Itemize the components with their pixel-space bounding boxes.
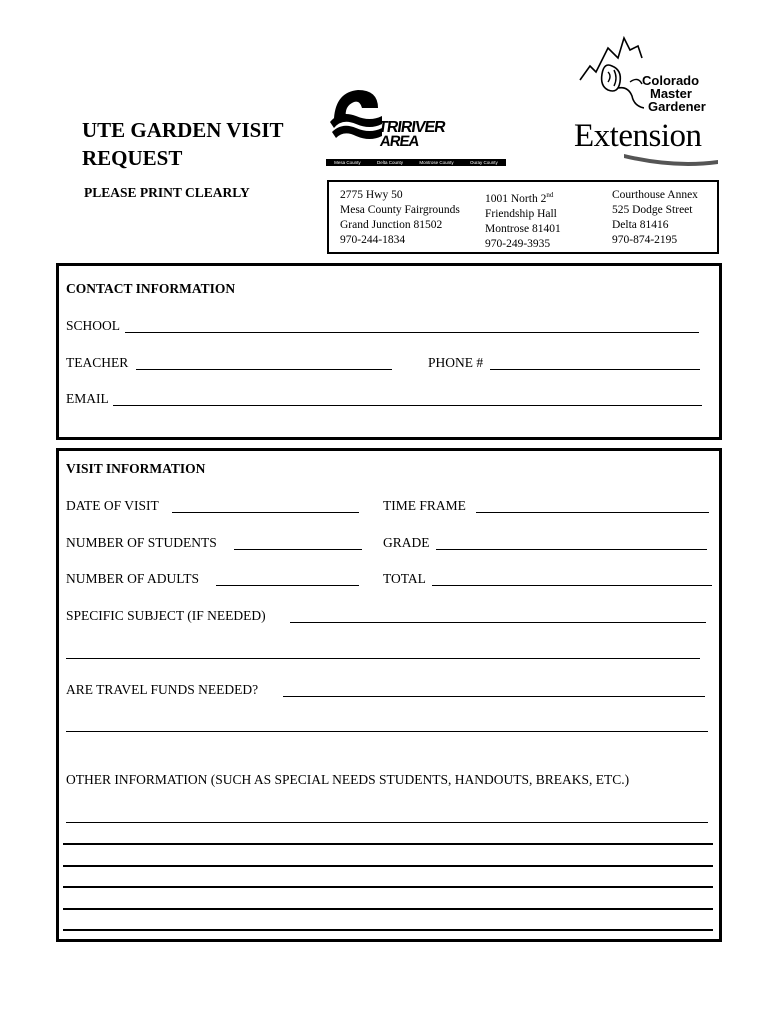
address-line: Montrose 81401 [485, 222, 561, 235]
other-info-line-2[interactable] [63, 843, 713, 845]
subject-field-line-2[interactable] [66, 658, 700, 659]
title-line-2: REQUEST [82, 146, 183, 170]
visit-heading: VISIT INFORMATION [66, 461, 206, 476]
county-label: Mesa County [334, 160, 361, 165]
contact-heading: CONTACT INFORMATION [66, 281, 236, 296]
address-line: Mesa County Fairgrounds [340, 204, 460, 216]
address-line: 970-244-1834 [340, 234, 406, 246]
school-field[interactable] [125, 332, 699, 333]
travel-funds-field-line-2[interactable] [66, 731, 708, 732]
subject-label: SPECIFIC SUBJECT (IF NEEDED) [66, 608, 266, 623]
ordinal-suffix: nd [546, 191, 554, 199]
counties-bar [326, 159, 506, 166]
grade-field[interactable] [436, 549, 707, 550]
area-word: AREA [378, 133, 420, 150]
other-info-line-1[interactable] [66, 822, 708, 823]
address-line: Friendship Hall [485, 207, 557, 220]
other-info-line-5[interactable] [63, 908, 713, 910]
tririver-word: TRIRIVER [376, 119, 446, 136]
address-line [485, 188, 561, 207]
cmg-line: Colorado [642, 73, 700, 88]
address-montrose [485, 188, 561, 252]
phone-field[interactable] [490, 369, 700, 370]
address-line: 970-874-2195 [612, 234, 678, 246]
date-label: DATE OF VISIT [66, 498, 159, 513]
email-field[interactable] [113, 405, 702, 406]
other-info-line-3[interactable] [63, 865, 713, 867]
cmg-text [642, 74, 706, 113]
teacher-label: TEACHER [66, 355, 129, 370]
adults-field[interactable] [216, 585, 359, 586]
time-frame-label: TIME FRAME [383, 498, 466, 513]
phone-label: PHONE # [428, 355, 484, 370]
address-line: Delta 81416 [612, 219, 669, 231]
address-delta [612, 188, 698, 248]
email-label: EMAIL [66, 391, 109, 406]
address-line: Courthouse Annex [612, 189, 698, 201]
address-line: 525 Dodge Street [612, 204, 693, 216]
address-line: 2775 Hwy 50 [340, 189, 403, 201]
subject-field[interactable] [290, 622, 706, 623]
other-info-line-6[interactable] [63, 929, 713, 931]
total-label: TOTAL [383, 571, 426, 586]
county-label: Montrose County [419, 160, 454, 165]
teacher-field[interactable] [136, 369, 392, 370]
cmg-line: Gardener [648, 99, 706, 114]
other-info-label: OTHER INFORMATION (SUCH AS SPECIAL NEEDS STUDENTS, HANDOUTS, BREAKS, ETC.) [66, 772, 630, 787]
grade-label: GRADE [383, 535, 430, 550]
address-mesa [340, 188, 460, 248]
other-info-line-4[interactable] [63, 886, 713, 888]
travel-funds-label: ARE TRAVEL FUNDS NEEDED? [66, 682, 259, 697]
date-field[interactable] [172, 512, 359, 513]
school-label: SCHOOL [66, 318, 121, 333]
total-field[interactable] [432, 585, 712, 586]
travel-funds-field[interactable] [283, 696, 705, 697]
students-label: NUMBER OF STUDENTS [66, 535, 217, 550]
county-label: Ouray County [470, 160, 498, 165]
extension-swoosh-icon [624, 150, 718, 166]
students-field[interactable] [234, 549, 362, 550]
address-line: Grand Junction 81502 [340, 219, 443, 231]
time-frame-field[interactable] [476, 512, 709, 513]
address-line: 970-249-3935 [485, 237, 551, 250]
office-addresses [327, 180, 719, 254]
title-line-1: UTE GARDEN VISIT [82, 118, 284, 142]
county-label: Delta County [377, 160, 404, 165]
adults-label: NUMBER OF ADULTS [66, 571, 200, 586]
extension-logo-text: Extension [574, 118, 702, 154]
form-title [82, 116, 284, 172]
cmg-line: Master [650, 86, 692, 101]
print-instruction: PLEASE PRINT CLEARLY [84, 185, 250, 200]
columbine-flower-icon [578, 36, 644, 112]
address-line-text: 1001 North 2 [485, 192, 547, 205]
